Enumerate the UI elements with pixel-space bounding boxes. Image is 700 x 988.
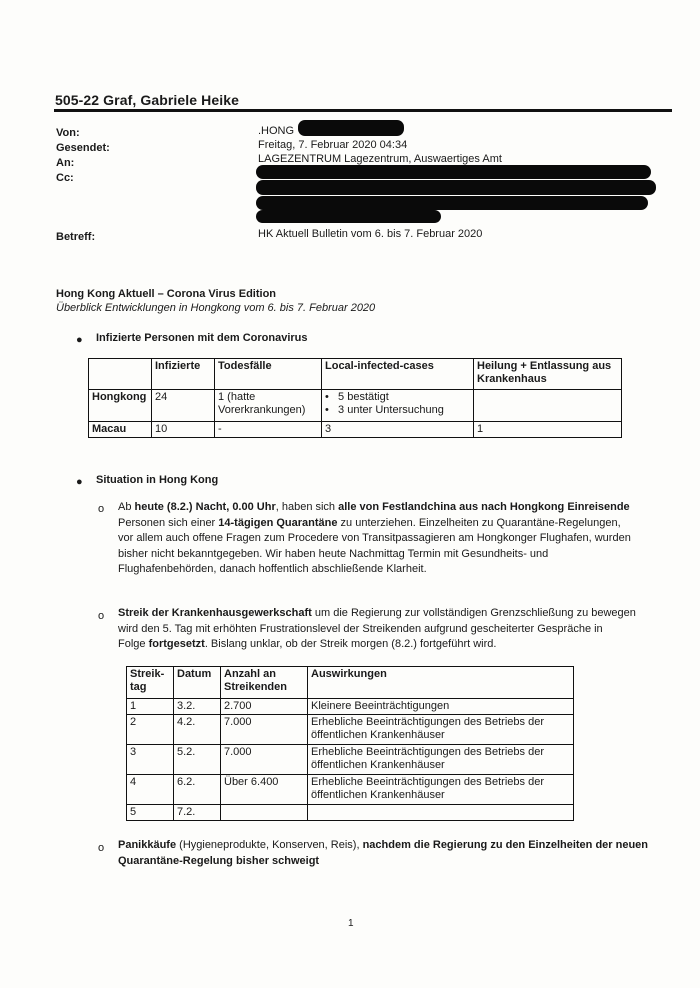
redaction-bar [298,120,404,136]
table-cell: 3 [322,422,474,438]
infection-table [88,358,622,438]
table-cell: Hongkong [89,390,152,422]
gesendet-label: Gesendet: [56,142,110,154]
an-value: LAGEZENTRUM Lagezentrum, Auswaertiges Amt [258,153,502,165]
redaction-bar [256,196,648,210]
redaction-bar [256,210,441,223]
von-label: Von: [56,127,80,139]
table-cell: 5 [127,805,174,821]
bullet-icon: • [325,391,329,403]
table-header: Auswirkungen [308,667,574,699]
table-cell: - [215,422,322,438]
von-value: .HONG [258,125,295,137]
section2-heading: Situation in Hong Kong [96,474,219,486]
table-cell: 7.000 [221,745,308,775]
table-cell: Macau [89,422,152,438]
section1-heading: Infizierte Personen mit dem Coronavirus [96,332,308,344]
table-cell: 3.2. [174,699,221,715]
table-cell [474,390,622,422]
paragraph-quarantine: Ab heute (8.2.) Nacht, 0.00 Uhr, haben sich alle von Festlandchina aus nach Hongkong Einreisende Personen sich einer 14-tägigen Quarantäne zu unterziehen. Einzelheiten zu Quarantäne-Regelungen, vor allem auch offene Fragen zum Procedere von Transitpassagieren am Hongkonger Flughafen, wurden bisher nicht bekanntgegeben. Wir haben heute Nachmittag Termin mit Gesundheits- und Flughafenbehörden, danach hoffentlich abschließende Klarheit. [118,501,631,575]
table-header: Local-infected-cases [322,359,474,390]
table-cell: Erhebliche Beeinträchtigungen des Betriebs der öffentlichen Krankenhäuser [308,745,574,775]
betreff-label: Betreff: [56,231,96,243]
table-cell: 4.2. [174,715,221,745]
local-investigating: 3 unter Untersuchung [338,404,444,416]
table-cell: 10 [152,422,215,438]
table-row [127,805,574,821]
table-cell: Erhebliche Beeinträchtigungen des Betriebs der öffentlichen Krankenhäuser [308,775,574,805]
an-label: An: [56,157,75,169]
table-header: Anzahl an Streikenden [221,667,308,699]
bullet-icon: • [325,404,329,416]
sub-bullet-icon: o [98,842,105,854]
doc-title: Hong Kong Aktuell – Corona Virus Edition [56,288,277,300]
cc-label: Cc: [56,172,74,184]
table-cell: 2 [127,715,174,745]
table-cell [322,390,474,422]
betreff-value: HK Aktuell Bulletin vom 6. bis 7. Februar 2020 [258,228,483,240]
paragraph-strike: Streik der Krankenhausgewerkschaft um die Regierung zur vollständigen Grenzschließung zu bewegen wird den 5. Tag mit erhöhten Frustrationslevel der Streikenden aufgrund gescheiterter Gespräche in Folge fortgesetzt. Bislang unklar, ob der Streik morgen (8.2.) fortgeführt wird. [118,607,636,650]
table-cell: 1 [127,699,174,715]
table-cell [221,805,308,821]
table-row [89,390,622,422]
doc-subtitle: Überblick Entwicklungen in Hongkong vom 6. bis 7. Februar 2020 [56,302,376,314]
redaction-bar [256,165,651,179]
table-cell: 2.700 [221,699,308,715]
table-cell: Kleinere Beeinträchtigungen [308,699,574,715]
table-cell: 1 (hatte Vorerkrankungen) [215,390,322,422]
table-cell: 4 [127,775,174,805]
gesendet-value: Freitag, 7. Februar 2020 04:34 [258,139,408,151]
table-cell: Erhebliche Beeinträchtigungen des Betriebs der öffentlichen Krankenhäuser [308,715,574,745]
table-cell: 3 [127,745,174,775]
sender-name: 505-22 Graf, Gabriele Heike [55,92,240,108]
table-row [89,422,622,438]
table-cell: 7.000 [221,715,308,745]
table-cell: 1 [474,422,622,438]
table-cell: 5.2. [174,745,221,775]
table-cell: 24 [152,390,215,422]
table-cell: 7.2. [174,805,221,821]
table-row [127,699,574,715]
bullet-icon: ● [76,476,83,488]
sub-bullet-icon: o [98,610,105,622]
bullet-icon: ● [76,334,83,346]
page-number: 1 [348,918,354,929]
table-row [127,775,574,805]
redaction-bar [256,180,656,195]
header-rule [54,109,672,112]
table-cell: 6.2. [174,775,221,805]
table-cell [308,805,574,821]
sub-bullet-icon: o [98,503,105,515]
strike-table [126,666,574,821]
table-header: Heilung + Entlassung aus Krankenhaus [474,359,622,390]
local-confirmed: 5 bestätigt [338,391,389,403]
table-header-empty [89,359,152,390]
table-header: Streik-tag [127,667,174,699]
table-cell: Über 6.400 [221,775,308,805]
table-row [127,745,574,775]
paragraph-panic-buying: Panikkäufe (Hygieneprodukte, Konserven, Reis), nachdem die Regierung zu den Einzelheiten der neuen Quarantäne-Regelung bisher schweigt [118,839,649,867]
table-header: Datum [174,667,221,699]
table-row [127,715,574,745]
table-header: Todesfälle [215,359,322,390]
table-header: Infizierte [152,359,215,390]
